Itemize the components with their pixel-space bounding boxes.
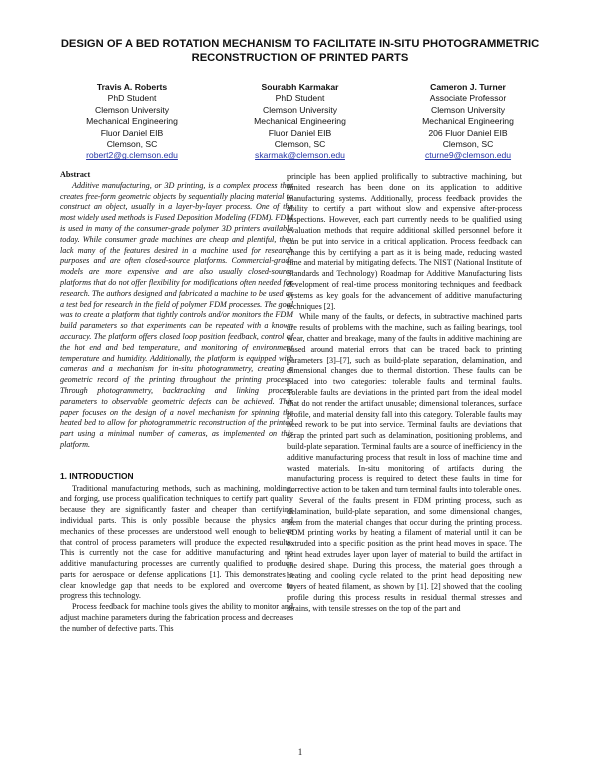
author-role: PhD Student [107, 93, 157, 104]
body-paragraph-faults: While many of the faults, or defects, in subtractive machined parts are results of problems with the machine, such as failing bearings, tool wear, chatter and breakage, many of the faults in additive machining are based around material errors that can be traced back to printing parameters [3]–[7], such as build-plate separation, delamination, and dimensional changes due to thermal distortion. These faults can be placed into two categories: tolerable faults and terminal faults. Tolerable faults are deviations in the printed part from the ideal model that do not render the artifact unusable; dimensional tolerances, surface profile, and material density fall into this category. Tolerable faults may need rework to be put into service. Terminal faults are deviations that scrap the printed part such as delamination, positioning problems, and build-plate separation. Terminal faults are a source of inefficiency in the additive manufacturing process that result in loss of machine time and wasted materials. In-situ monitoring of artifacts during the manufacturing process is required to detect these faults in time for corrective action to be taken and turn terminal faults into tolerable ones. [287, 312, 522, 495]
intro-paragraph-2: Process feedback for machine tools gives the ability to monitor and adjust machine parameters during the fabrication process and decreases the number of defective parts. This [60, 602, 293, 633]
author-name: Travis A. Roberts [96, 82, 168, 92]
abstract-heading: Abstract [60, 170, 91, 179]
author-city: Clemson, SC [274, 139, 326, 150]
author-role: Associate Professor [429, 93, 507, 104]
author-org: Clemson University [430, 104, 506, 115]
title-line-1: DESIGN OF A BED ROTATION MECHANISM TO FACILITATE IN-SITU PHOTOGRAMMETRIC [60, 38, 540, 50]
body-paragraph-fdm: Several of the faults present in FDM printing process, such as delamination, build-plate separation, and some dimensional changes, stem from the material changes that occur during the printing process. FDM printing works by heating a filament of material until it can be extruded into a specific position as the print head moves in space. The print head extrudes layer upon layer of material to build the artifact in the desired shape. During this process, the material goes through a heating and cooling cycle related to the print head depositing new layers of heated filament, as shown by [1]. [2] showed that the cooling profile during this process results in residual thermal stresses and strains, with tensile stresses on the top of the part and [287, 495, 522, 613]
author-3 [384, 82, 552, 162]
author-dept: Mechanical Engineering [254, 116, 346, 127]
right-column [287, 172, 522, 615]
abstract-text: Additive manufacturing, or 3D printing, is a complex process that creates free-form geometric objects by sequentially placing material to construct an object, usually in a layer-by-layer process. One of the most widely used methods is Fused Deposition Modeling (FDM). FDM is used in many of the consumer-grade polymer 3D printers available today. While consumer grade machines are cheap and plentiful, they lack many of the features desired in a machine used for research purposes and are often closed-source platforms. Commercial-grade models are more expensive and are also usually closed-source platforms that do not offer flexibility for modifications often needed for research. The authors designed and fabricated a machine to be used as a test bed for research in the field of polymer FDM processes. The goal was to create a platform that tightly controls and/or monitors the FDM build parameters so that experiments can be repeated with a known accuracy. The platform offers closed loop position feedback, control of the hot end and bed temperature, and monitoring of environment temperature and humidity. Additionally, the platform is equipped with cameras and a mechanism for in-situ photogrammetry, creating a geometric record of the printing throughout the printing process. Through photogrammetry, backtracking and linking process parameters to observable geometric defects can be achieved. This paper focuses on the design of a novel mechanism for spinning the heated bed to allow for photogrammetric reconstruction of the printed part using a minimal number of cameras, as implemented on this platform. [60, 180, 293, 449]
author-email-link[interactable]: skarmak@clemson.edu [255, 150, 345, 161]
left-column [60, 170, 293, 635]
author-role: PhD Student [275, 93, 325, 104]
author-block [48, 82, 552, 162]
author-address: Fluor Daniel EIB [268, 127, 332, 138]
author-org: Clemson University [94, 104, 170, 115]
author-email-link[interactable]: robert2@g.clemson.edu [86, 150, 178, 161]
author-email-link[interactable]: cturne9@clemson.edu [424, 150, 512, 161]
author-name: Sourabh Karmakar [261, 82, 339, 92]
author-address: 206 Fluor Daniel EIB [428, 127, 508, 138]
author-address: Fluor Daniel EIB [100, 127, 164, 138]
author-org: Clemson University [262, 104, 338, 115]
author-dept: Mechanical Engineering [86, 116, 178, 127]
body-paragraph-continued: principle has been applied prolifically to subtractive machining, but limited research has been done on its application to additive manufacturing systems. Additionally, process feedback provides the ability to certify a part without slow and expensive after-process inspections. However, each part currently needs to be qualified using evaluation methods that require additional skilled personnel before it can be put into service in a critical application. Process feedback can change this by certifying a part as it is being made, reducing wasted time and material by mitigating defects. The NIST (National Institute of Standards and Technology) Roadmap for Additive Manufacturing lists development of real-time process monitoring techniques and feedback systems as key goals for the advancement of additive manufacturing techniques [2]. [287, 172, 522, 311]
paper-title [30, 37, 570, 65]
intro-paragraph-1: Traditional manufacturing methods, such as machining, molding, and forging, use process qualification techniques to certify part quality because they are significantly faster and cheaper than certifying individual parts. This is only possible because the physics and mechanics of these processes are understood well enough to believe that control of process parameters will produce the expected results. This is currently not the case for additive manufacturing and no additive manufacturing processes are currently qualified to produce parts for aerospace or defense applications [1]. This demonstrates a clear knowledge gap that needs to be explored and overcome to progress this technology. [60, 483, 293, 601]
title-line-2: RECONSTRUCTION OF PRINTED PARTS [191, 52, 409, 64]
author-1 [48, 82, 216, 162]
author-2 [216, 82, 384, 162]
author-dept: Mechanical Engineering [422, 116, 514, 127]
author-name: Cameron J. Turner [430, 82, 506, 92]
author-city: Clemson, SC [106, 139, 158, 150]
page-number: 1 [297, 747, 303, 757]
section-heading-introduction: 1. INTRODUCTION [60, 470, 134, 481]
author-city: Clemson, SC [442, 139, 494, 150]
